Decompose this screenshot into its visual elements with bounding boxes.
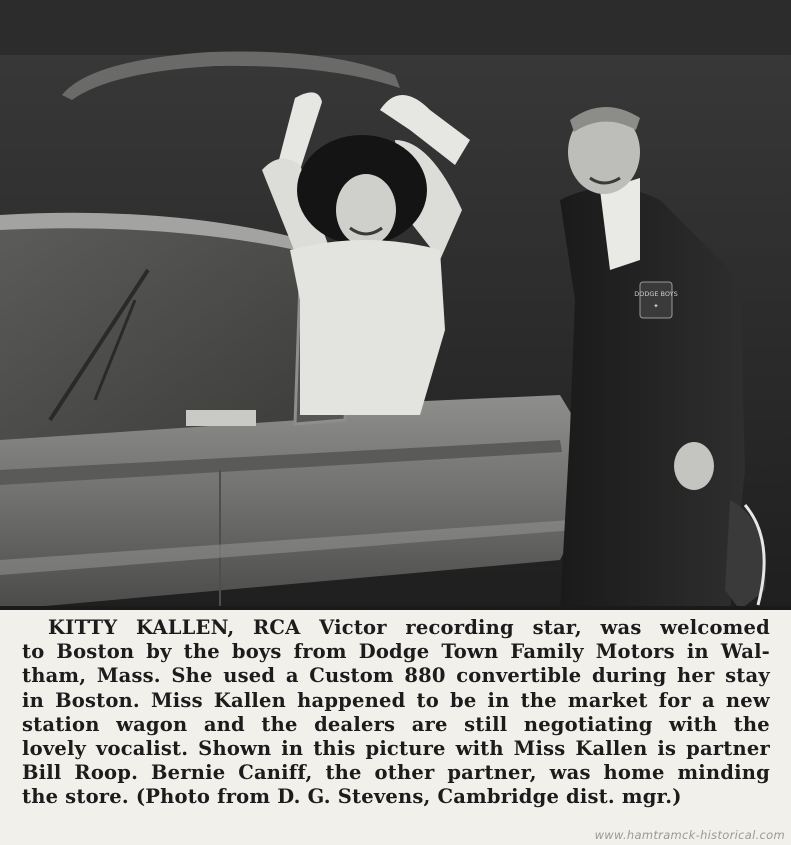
- caption-word: her: [677, 664, 715, 688]
- caption-word: tham,: [22, 664, 87, 688]
- caption-word: welcomed: [660, 616, 770, 639]
- caption-word: still: [464, 712, 508, 736]
- caption-line: [22, 689, 770, 713]
- caption-line: [22, 761, 770, 785]
- caption-word: this: [313, 737, 356, 761]
- caption-word: Miss: [151, 688, 203, 712]
- caption-word: picture: [365, 737, 446, 761]
- caption-word: new: [725, 688, 770, 712]
- caption-word: KITTY: [48, 616, 118, 639]
- caption-word: Wal-: [720, 640, 770, 664]
- caption-word: Custom: [309, 664, 394, 688]
- caption-word: the: [261, 712, 298, 736]
- caption-word: partner,: [447, 761, 537, 785]
- caption-word: to: [416, 688, 439, 712]
- caption-word: Shown: [198, 737, 272, 761]
- caption-word: boys: [231, 640, 282, 664]
- caption-word: during: [591, 664, 667, 688]
- caption-word: convertible: [456, 664, 582, 688]
- caption-word: in: [686, 640, 709, 664]
- caption-line: the store. (Photo from D. G. Stevens, Cambridge dist. mgr.): [22, 785, 682, 809]
- caption-word: Boston.: [55, 688, 140, 712]
- caption-word: Kallen: [575, 737, 648, 761]
- caption-word: Bernie: [150, 761, 226, 785]
- caption-line: [22, 713, 770, 737]
- caption-word: Motors: [595, 640, 675, 664]
- caption-word: with: [455, 737, 504, 761]
- caption-word: stay: [725, 664, 770, 688]
- caption-word: a: [702, 688, 715, 712]
- caption-word: minding: [677, 761, 770, 785]
- caption-word: vocalist.: [96, 737, 189, 761]
- caption-word: Town: [441, 640, 499, 664]
- caption-word: Boston: [56, 640, 135, 664]
- caption-word: Caniff,: [238, 761, 313, 785]
- caption-word: Victor: [319, 616, 387, 639]
- caption-word: happened: [297, 688, 406, 712]
- caption-line: [22, 664, 770, 688]
- caption-word: are: [411, 712, 448, 736]
- caption-line: [22, 737, 770, 761]
- man-hand: [674, 442, 714, 490]
- caption-line: [22, 640, 770, 664]
- caption-word: in: [281, 737, 304, 761]
- caption-word: to: [22, 640, 45, 664]
- caption-word: station: [22, 712, 100, 736]
- caption-word: used: [223, 664, 276, 688]
- caption-word: and: [203, 712, 245, 736]
- caption-word: wagon: [116, 712, 188, 736]
- car-windshield: [0, 218, 320, 440]
- caption-word: dealers: [314, 712, 396, 736]
- caption-word: in: [22, 688, 44, 712]
- caption-word: with: [669, 712, 718, 736]
- caption-word: was: [600, 616, 642, 639]
- caption-word: in: [487, 688, 510, 712]
- caption-word: Mass.: [96, 664, 161, 688]
- caption-word: recording: [405, 616, 514, 639]
- caption-word: the: [733, 712, 770, 736]
- watermark: www.hamtramck-historical.com: [594, 828, 785, 842]
- caption-word: the: [183, 640, 220, 664]
- caption-word: was: [549, 761, 591, 785]
- caption-word: home: [603, 761, 665, 785]
- woman-coat: [290, 240, 445, 415]
- caption-word: Miss: [513, 737, 566, 761]
- caption-word: be: [450, 688, 477, 712]
- caption-word: negotiating: [523, 712, 653, 736]
- dashboard-ornament: [186, 410, 256, 426]
- svg-text:✦: ✦: [653, 302, 659, 310]
- caption-word: RCA: [253, 616, 301, 639]
- caption-word: Roop.: [74, 761, 139, 785]
- caption-word: other: [374, 761, 435, 785]
- caption-word: 880: [404, 664, 446, 688]
- caption-word: She: [171, 664, 213, 688]
- caption-word: is: [657, 737, 677, 761]
- caption-line: [22, 616, 770, 640]
- caption-word: the: [325, 761, 362, 785]
- caption-word: Bill: [22, 761, 62, 785]
- caption-word: by: [146, 640, 172, 664]
- caption-word: partner: [686, 737, 770, 761]
- caption-word: lovely: [22, 737, 87, 761]
- jacket-emblem-text: DODGE BOYS: [634, 290, 678, 298]
- photo-caption: [22, 616, 770, 810]
- caption-word: the: [520, 688, 557, 712]
- caption-word: from: [293, 640, 347, 664]
- caption-word: Family: [510, 640, 584, 664]
- caption-word: a: [285, 664, 299, 688]
- caption-word: market: [567, 688, 648, 712]
- caption-word: Kallen: [213, 688, 287, 712]
- caption-word: star,: [532, 616, 582, 639]
- caption-word: KALLEN,: [136, 616, 235, 639]
- caption-word: Dodge: [358, 640, 430, 664]
- caption-word: for: [658, 688, 691, 712]
